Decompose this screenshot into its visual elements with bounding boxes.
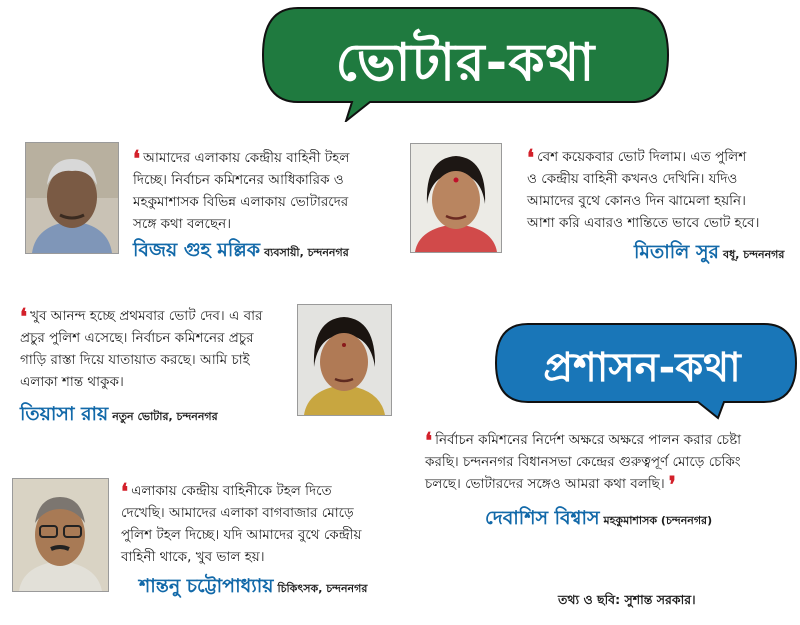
voter-3-quote-line: খুব আনন্দ হচ্ছে প্রথমবার ভোট দেব। এ বার <box>30 308 263 324</box>
voter-4-name: শান্তনু চট্টোপাধ্যায় <box>139 575 274 597</box>
official-description: মহকুমাশাসক (চন্দননগর) <box>603 514 713 527</box>
voter-2-quote-line: বেশ কয়েকবার ভোট দিলাম। এত পুলিশ <box>537 149 747 165</box>
voter-3-photo <box>297 304 392 416</box>
administration-heading: প্রশাসন-কথা <box>543 345 741 391</box>
voter-1-quote-line: দিচ্ছে। নির্বাচন কমিশনের আধিকারিক ও <box>133 172 344 188</box>
voter-1-quote-line: সঙ্গে কথা বলছেন। <box>133 216 232 232</box>
official-quote-line: নির্বাচন কমিশনের নির্দেশ অক্ষরে অক্ষরে পালন করার চেষ্টা <box>435 432 742 448</box>
photo-credit: তথ্য ও ছবি: সুশান্ত সরকার। <box>558 592 696 607</box>
voter-3-description: নতুন ভোটার, চন্দননগর <box>112 410 218 423</box>
voter-1-description: ব্যবসায়ী, চন্দননগর <box>264 246 349 259</box>
voter-3-quote-line: গাড়ি রাস্তা দিয়ে যাতায়াত করছে। আমি চাই <box>20 352 250 368</box>
official-quote-line: করছি। চন্দননগর বিধানসভা কেন্দ্রের গুরুত্বপূর্ণ মোড়ে চেকিং <box>425 454 741 470</box>
voter-1-name: বিজয় গুহ মল্লিক <box>133 239 261 261</box>
quote-open-icon: ❛ <box>425 428 433 454</box>
voter-heading: ভোটার-কথা <box>335 33 596 93</box>
quote-open-icon: ❛ <box>20 304 28 330</box>
voter-2-quote-line: আশা করি এবারও শান্তিতে ভাবে ভোট হবে। <box>527 215 760 231</box>
voter-4-quote-line: দেখেছি। আমাদের এলাকা বাগবাজার মোড়ে <box>121 505 354 521</box>
voter-4-photo <box>12 478 109 592</box>
voter-4-description: চিকিৎসক, চন্দননগর <box>277 582 368 595</box>
official-name: দেবাশিস বিশ্বাস <box>485 507 600 529</box>
voter-2-description: বধূ, চন্দননগর <box>722 248 785 261</box>
voter-2-photo <box>410 143 502 253</box>
voter-1-photo <box>25 142 119 254</box>
voter-1-quote-line: আমাদের এলাকায় কেন্দ্রীয় বাহিনী টহল <box>143 150 350 166</box>
voter-2-name: মিতালি সুর <box>634 241 719 263</box>
quote-open-icon: ❛ <box>121 479 129 505</box>
voter-4-quote-line: পুলিশ টহল দিচ্ছে। যদি আমাদের বুথে কেন্দ্রীয় <box>121 527 362 543</box>
quote-open-icon: ❛ <box>527 145 535 171</box>
voter-3-quote-line: এলাকা শান্ত থাকুক। <box>20 374 124 390</box>
voter-1-quote-line: মহকুমাশাসক বিভিন্ন এলাকায় ভোটারদের <box>133 194 349 210</box>
voter-4-quote-line: এলাকায় কেন্দ্রীয় বাহিনীকে টহল দিতে <box>131 483 332 499</box>
voter-3-quote-line: প্রচুর পুলিশ এসেছে। নির্বাচন কমিশনের প্রচুর <box>20 330 254 346</box>
voter-4-quote-line: বাহিনী থাকে, খুব ভাল হয়। <box>121 549 265 565</box>
voter-2-quote-line: আমাদের বুথে কোনও দিন ঝামেলা হয়নি। <box>527 193 746 209</box>
voter-2-quote-line: ও কেন্দ্রীয় বাহিনী কখনও দেখিনি। যদিও <box>527 171 738 187</box>
official-quote-line: চলছে। ভোটারদের সঙ্গেও আমরা কথা বলছি। <box>425 476 665 492</box>
voter-3-name: তিয়াসা রায় <box>20 403 109 425</box>
quote-open-icon: ❛ <box>133 146 141 172</box>
quote-close-icon: ❜ <box>668 472 676 498</box>
